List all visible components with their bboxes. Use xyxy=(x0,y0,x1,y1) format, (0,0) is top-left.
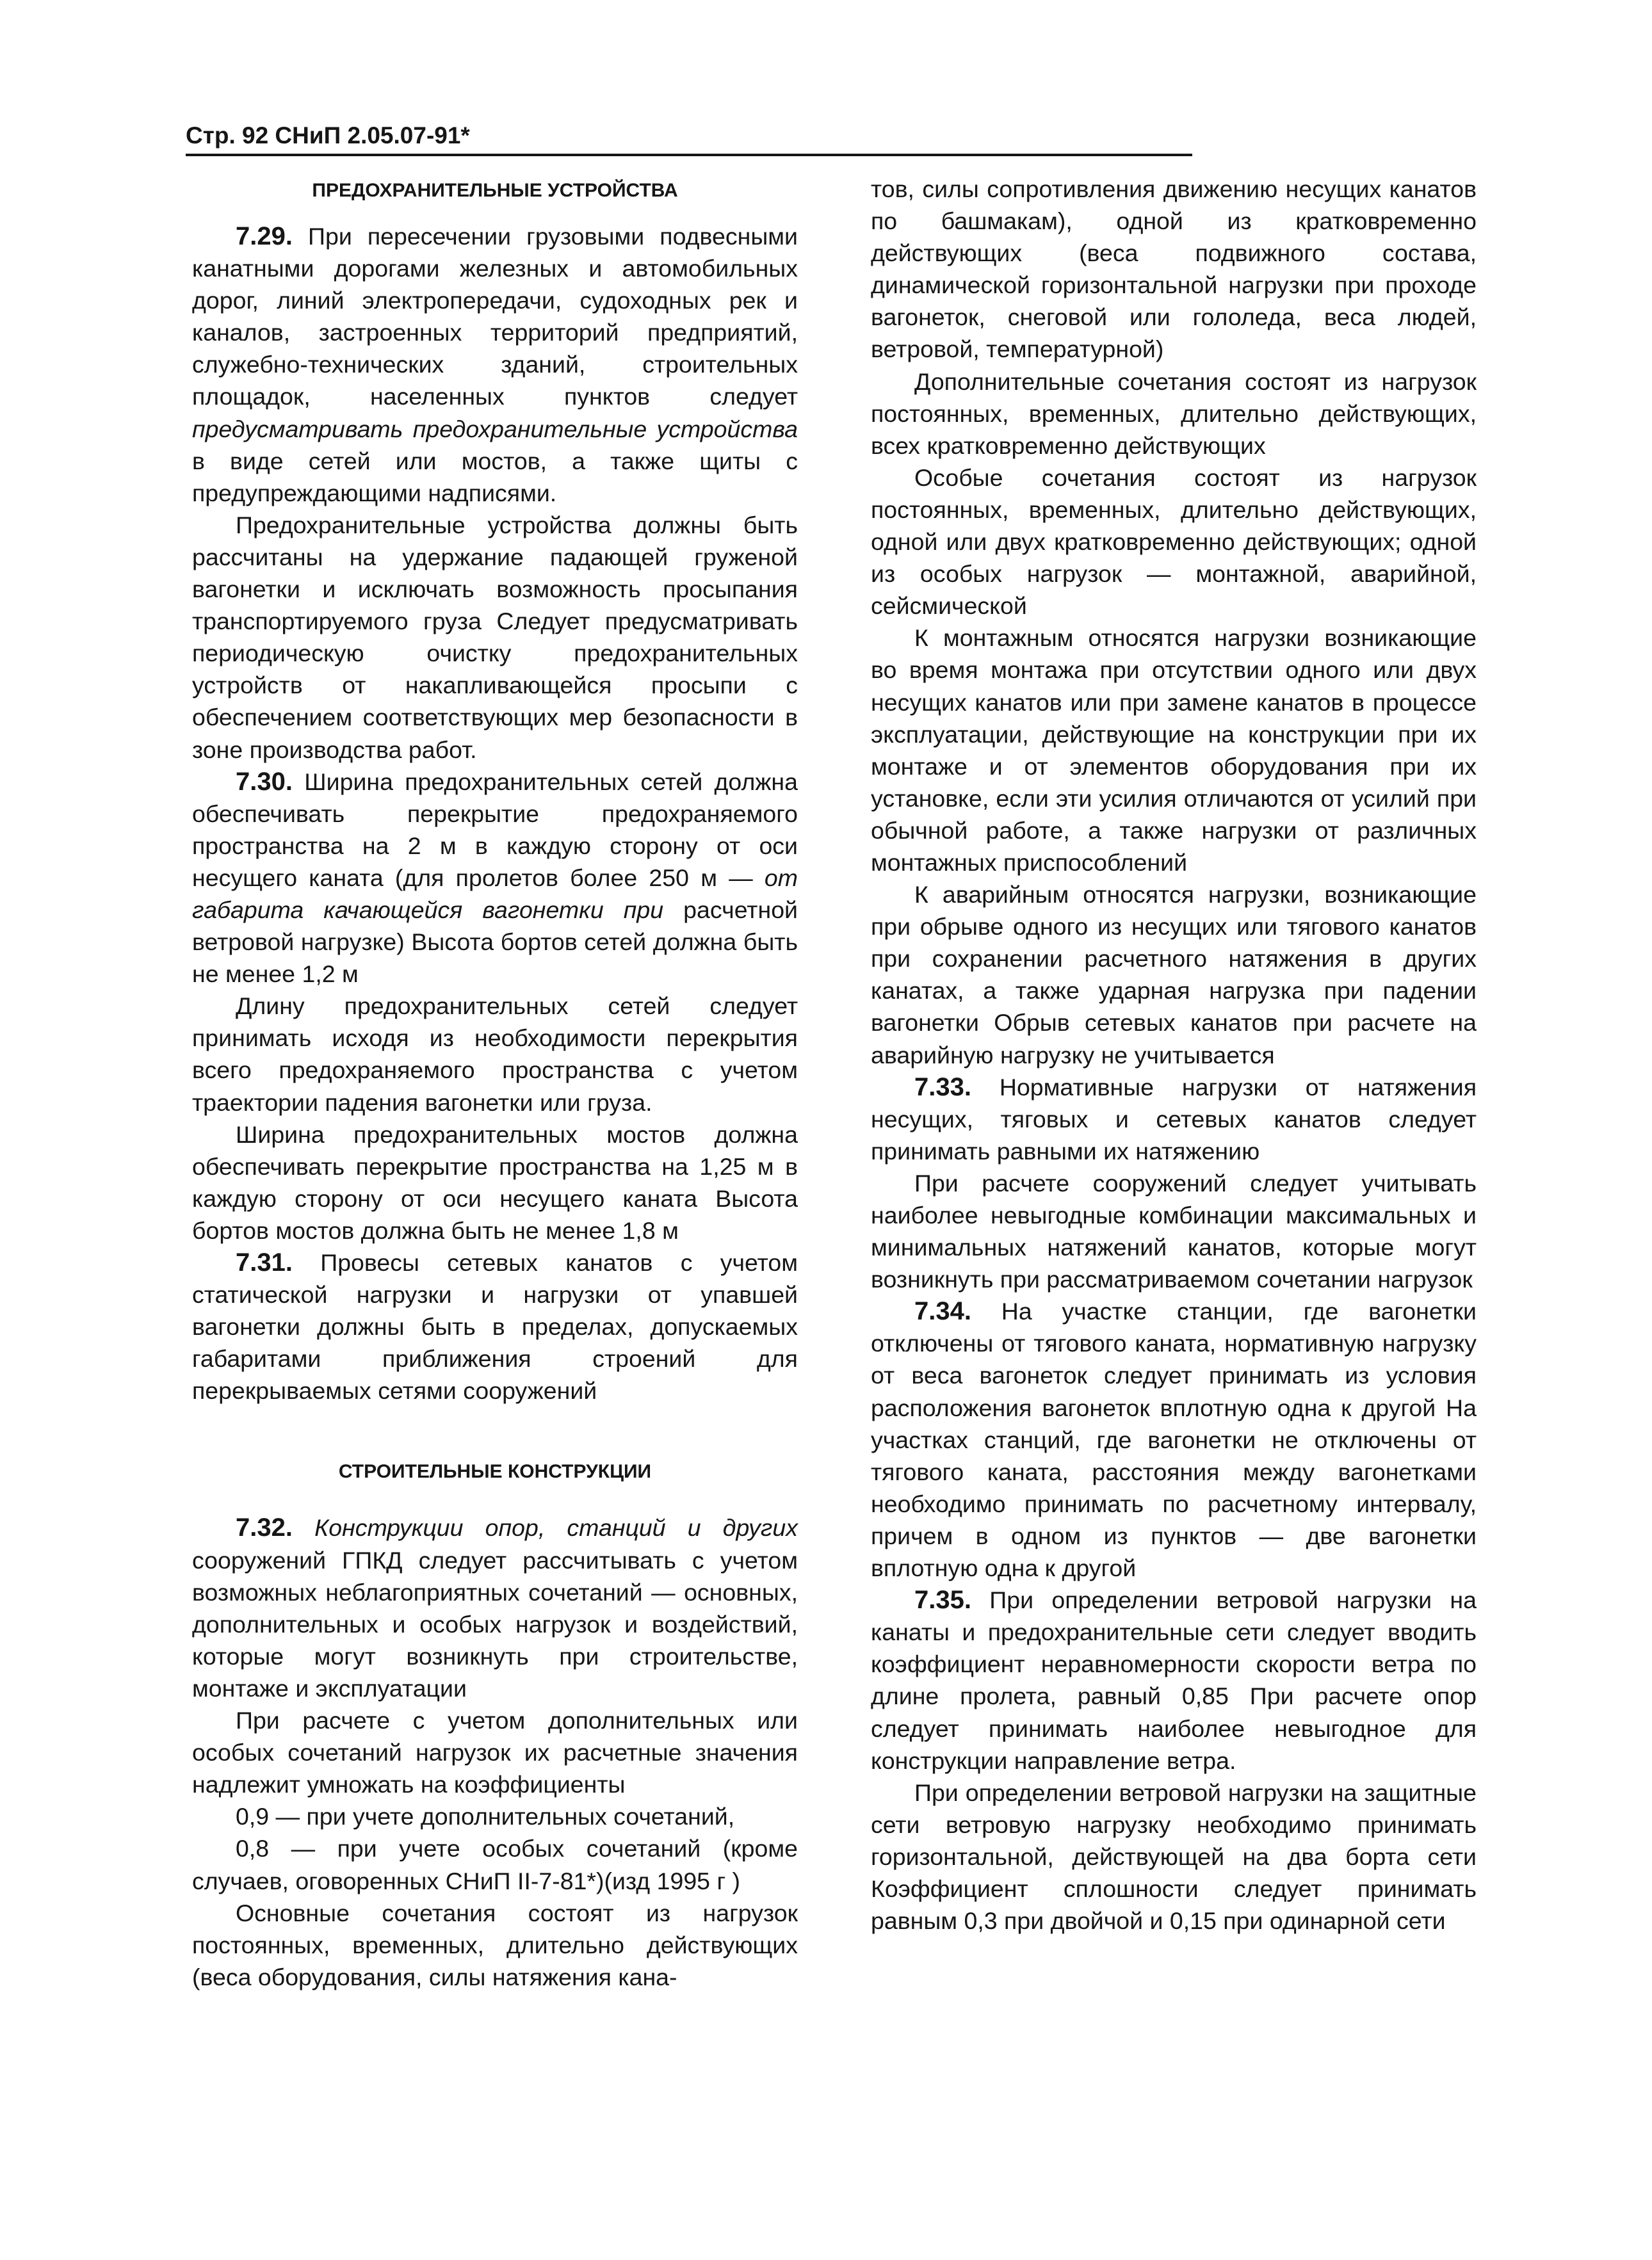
paragraph: Длину предохранительных сетей следует принимать исходя из необходимости перекрытия всего предохраняемого пространства с учетом траектории падения вагонетки или груза. xyxy=(192,992,798,1116)
clause-text-italic: Конструкции опор, станций и других xyxy=(314,1514,798,1542)
clause-number: 7.31. xyxy=(236,1248,293,1277)
clause-7-32 xyxy=(192,1512,798,1704)
section-heading-safety-devices: ПРЕДОХРАНИТЕЛЬНЫЕ УСТРОЙСТВА xyxy=(312,180,678,201)
section-heading-structures: СТРОИТЕЛЬНЫЕ КОНСТРУКЦИИ xyxy=(338,1461,652,1483)
page-header: Стр. 92 СНиП 2.05.07-91* xyxy=(186,122,470,149)
paragraph: Ширина предохранительных мостов должна обеспечивать перекрытие пространства на 1,25 м в каждую сторону от оси несущего каната Высота бортов мостов должна быть не менее 1,8 м xyxy=(192,1120,798,1244)
paragraph: Основные сочетания состоят из нагрузок постоянных, временных, длительно действующих (веса оборудования, силы натяжения кана- xyxy=(192,1899,798,1990)
paragraph: Предохранительные устройства должны быть рассчитаны на удержание падающей груженой вагонетки и исключать возможность просыпания транспортируемого груза Следует предусматривать периодическую очистку предохранительных устройств от накапливающейся просыпи с обеспечением соответствующих мер безопасности в зоне производства работ. xyxy=(192,511,798,763)
clause-7-31 xyxy=(192,1247,798,1407)
coefficient-line: 0,8 — при учете особых сочетаний (кроме случаев, оговоренных СНиП II-7-81*)(изд 1995 г ) xyxy=(192,1835,798,1894)
clause-text-italic: от габарита качающейся вагонетки при xyxy=(192,864,798,923)
coefficient-line: 0,9 — при учете дополнительных сочетаний, xyxy=(236,1803,735,1830)
header-rule xyxy=(186,154,1192,156)
clause-number: 7.29. xyxy=(236,222,293,250)
left-column xyxy=(192,173,798,1993)
clause-7-35 xyxy=(871,1584,1477,1777)
clause-text: сооружений ГПКД следует рассчитывать с учетом возможных неблагоприятных сочетаний — основных, дополнительных и особых нагрузок и воздействий, которые могут возникнуть при строительстве, монтаже и эксплуатации xyxy=(192,1546,798,1702)
clause-number: 7.33. xyxy=(914,1072,971,1101)
clause-number: 7.32. xyxy=(236,1513,293,1542)
clause-text: Ширина предохранительных сетей должна обеспечивать перекрытие предохраняемого пространства на 2 м в каждую сторону от оси несущего каната (для пролетов более 250 м — xyxy=(192,768,798,891)
paragraph: К монтажным относятся нагрузки возникающие во время монтажа при отсутствии одного или двух несущих канатов или при замене канатов в процессе эксплуатации, действующие на конструкции при их монтаже и от элементов оборудования при их установке, если эти усилия отличаются от усилий при обычной работе, а также нагрузки от различных монтажных приспособлений xyxy=(871,624,1477,876)
paragraph: При определении ветровой нагрузки на защитные сети ветровую нагрузку необходимо принимать горизонтальной, действующей на два борта сети Коэффициент сплошности следует принимать равным 0,3 при двойчой и 0,15 при одинарной сети xyxy=(871,1779,1477,1935)
clause-text: Провесы сетевых канатов с учетом статической нагрузки и нагрузки от упавшей вагонетки должны быть в пределах, допускаемых габаритами приближения строений для перекрываемых сетями сооружений xyxy=(192,1249,798,1405)
clause-text: в виде сетей или мостов, а также щиты с предупреждающими надписями. xyxy=(192,447,798,506)
clause-7-30 xyxy=(192,766,798,990)
clause-text: На участке станции, где вагонетки отключены от тягового каната, нормативную нагрузку от веса вагонеток следует принимать из условия расположения вагонеток вплотную одна к другой На участках станций, где вагонетки не отключены от тягового каната, расстояния между вагонетками необходимо принимать по расчетному интервалу, причем в одном из пунктов — две вагонетки вплотную одна к другой xyxy=(871,1298,1477,1582)
paragraph-continuation: тов, силы сопротивления движению несущих канатов по башмакам), одной из кратковременно действующих (веса подвижного состава, динамической горизонтальной нагрузки при проходе вагонеток, снеговой или гололеда, веса людей, ветровой, температурной) xyxy=(871,175,1477,363)
paragraph: Дополнительные сочетания состоят из нагрузок постоянных, временных, длительно действующих, всех кратковременно действующих xyxy=(871,367,1477,459)
paragraph: Особые сочетания состоят из нагрузок постоянных, временных, длительно действующих, одной или двух кратковременно действующих; одной из особых нагрузок — монтажной, аварийной, сейсмической xyxy=(871,464,1477,620)
clause-number: 7.30. xyxy=(236,767,293,796)
clause-number: 7.34. xyxy=(914,1297,971,1326)
clause-7-34 xyxy=(871,1295,1477,1584)
clause-text: При определении ветровой нагрузки на канаты и предохранительные сети следует вводить коэффициент неравномерности скорости ветра по длине пролета, равный 0,85 При расчете опор следует принимать наиболее невыгодное для конструкции направление ветра. xyxy=(871,1586,1477,1774)
right-column xyxy=(871,173,1477,1937)
paragraph: При расчете сооружений следует учитывать наиболее невыгодные комбинации максимальных и минимальных натяжений канатов, которые могут возникнуть при рассматриваемом сочетании нагрузок xyxy=(871,1169,1477,1293)
clause-text: При пересечении грузовыми подвесными канатными дорогами железных и автомобильных дорог, линий электропередачи, судоходных рек и каналов, застроенных территорий предприятий, служебно-технических зданий, строительных площадок, населенных пунктов следует xyxy=(192,223,798,410)
clause-7-33 xyxy=(871,1071,1477,1167)
paragraph: При расчете с учетом дополнительных или особых сочетаний нагрузок их расчетные значения надлежит умножать на коэффициенты xyxy=(192,1707,798,1798)
paragraph: К аварийным относятся нагрузки, возникающие при обрыве одного из несущих или тягового канатов при сохранении расчетного натяжения в других канатах, а также ударная нагрузка при падении вагонетки Обрыв сетевых канатов при расчете на аварийную нагрузку не учитывается xyxy=(871,881,1477,1069)
clause-text: расчетной ветровой нагрузке) Высота бортов сетей должна быть не менее 1,2 м xyxy=(192,896,798,988)
clause-text: Нормативные нагрузки от натяжения несущих, тяговых и сетевых канатов следует принимать равными их натяжению xyxy=(871,1073,1477,1165)
clause-7-29 xyxy=(192,220,798,509)
clause-number: 7.35. xyxy=(914,1586,971,1615)
clause-text-italic: предусматривать предохранительные устройства xyxy=(192,415,798,442)
